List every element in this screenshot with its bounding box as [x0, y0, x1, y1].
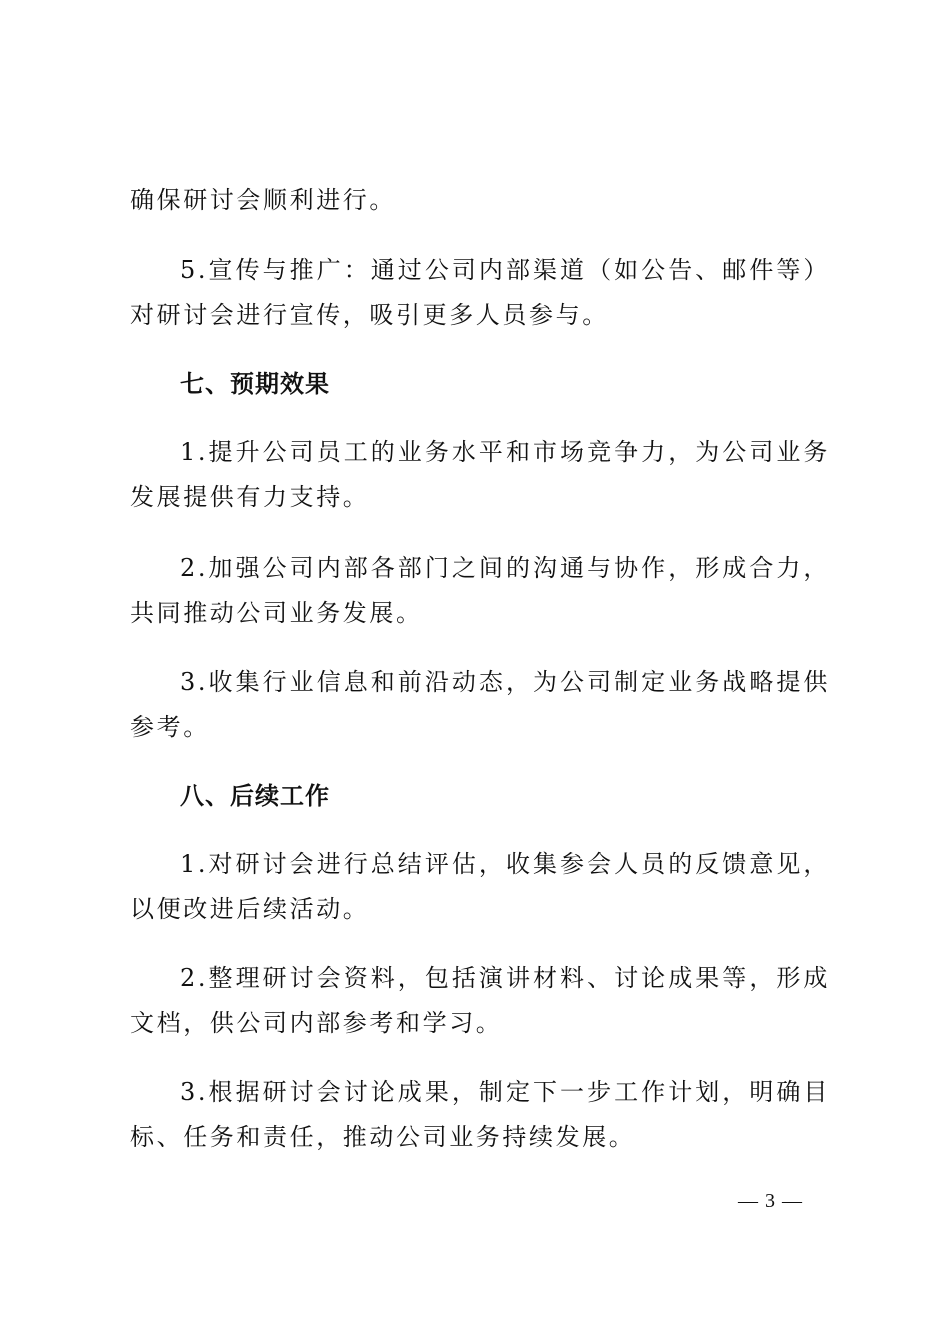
page-number: — 3 — [738, 1190, 803, 1212]
paragraph-effect-3: 3.收集行业信息和前沿动态，为公司制定业务战略提供参考。 [130, 668, 830, 741]
section-heading-expected-effects: 七、预期效果 [180, 370, 330, 398]
paragraph-followup-3: 3.根据研讨会讨论成果，制定下一步工作计划，明确目标、任务和责任，推动公司业务持续发展。 [130, 1078, 830, 1151]
section-heading-follow-up: 八、后续工作 [180, 782, 330, 810]
paragraph-effect-2: 2.加强公司内部各部门之间的沟通与协作，形成合力，共同推动公司业务发展。 [130, 554, 830, 627]
paragraph-publicity: 5.宣传与推广：通过公司内部渠道（如公告、邮件等）对研讨会进行宣传，吸引更多人员参与。 [130, 256, 830, 329]
paragraph-effect-1: 1.提升公司员工的业务水平和市场竞争力，为公司业务发展提供有力支持。 [130, 438, 830, 511]
paragraph-followup-2: 2.整理研讨会资料，包括演讲材料、讨论成果等，形成文档，供公司内部参考和学习。 [130, 964, 830, 1037]
paragraph-followup-1: 1.对研讨会进行总结评估，收集参会人员的反馈意见，以便改进后续活动。 [130, 850, 830, 923]
paragraph-continuation: 确保研讨会顺利进行。 [130, 186, 396, 214]
